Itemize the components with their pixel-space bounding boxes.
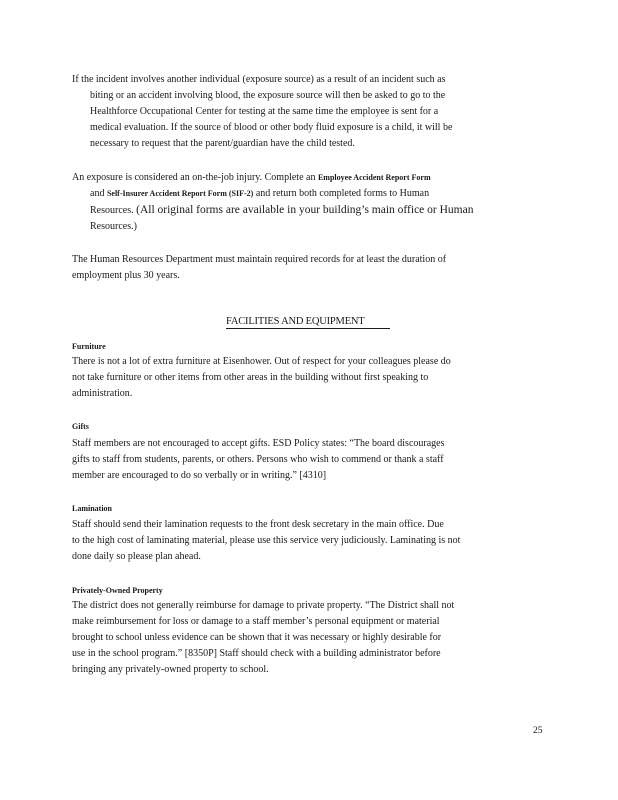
exposure-intro: An exposure is considered an on-the-job injury. Complete an — [72, 172, 316, 183]
incident-paragraph — [72, 72, 540, 152]
lamination-line-1: Staff should send their lamination requests to the front desk secretary in the main office. Due — [72, 519, 444, 530]
hr-paragraph — [72, 252, 540, 284]
property-title: Privately-Owned Property — [72, 586, 163, 595]
property-line-1: The district does not generally reimburse for damage to private property. “The District shall not — [72, 600, 455, 611]
property-line-5: bringing any privately-owned property to school. — [72, 664, 269, 675]
exposure-and: and — [90, 188, 105, 199]
lamination-body — [72, 517, 542, 565]
incident-line-4: medical evaluation. If the source of blood or other body fluid exposure is a child, it will be — [90, 122, 453, 133]
exposure-line4: Resources.) — [90, 221, 137, 232]
property-line-4: use in the school program.” [8350P] Staff should check with a building administrator before — [72, 648, 441, 659]
lamination-line-2: to the high cost of laminating material, please use this service very judiciously. Laminating is not — [72, 535, 461, 546]
property-line-3: brought to school unless evidence can be shown that it was necessary or highly desirable for — [72, 632, 442, 643]
gifts-body — [72, 436, 542, 484]
incident-line-2: biting or an accident involving blood, the exposure source will then be asked to go to the — [90, 90, 446, 101]
furniture-title: Furniture — [72, 342, 106, 351]
furniture-line-3: administration. — [72, 388, 133, 399]
incident-line-3: Healthforce Occupational Center for testing at the same time the employee is sent for a — [90, 106, 439, 117]
gifts-title: Gifts — [72, 422, 89, 431]
incident-line-5: necessary to request that the parent/guardian have the child tested. — [90, 138, 355, 149]
self-insurer-form: Self-Insurer Accident Report Form (SIF-2) — [106, 189, 254, 198]
gifts-line-1: Staff members are not encouraged to accept gifts. ESD Policy states: “The board discourages — [72, 438, 445, 449]
exposure-line3b: (All original forms are available in your building’s main office or Human — [136, 204, 474, 216]
furniture-line-1: There is not a lot of extra furniture at Eisenhower. Out of respect for your colleagues please do — [72, 356, 451, 367]
property-body — [72, 598, 542, 678]
lamination-line-3: done daily so please plan ahead. — [72, 551, 201, 562]
exposure-rest: and return both completed forms to Human — [255, 188, 430, 199]
lamination-title: Lamination — [72, 504, 113, 513]
incident-line-1: If the incident involves another individual (exposure source) as a result of an incident such as — [72, 74, 446, 85]
furniture-line-2: not take furniture or other items from other areas in the building without first speaking to — [72, 372, 429, 383]
property-line-2: make reimbursement for loss or damage to a staff member’s personal equipment or material — [72, 616, 440, 627]
exposure-paragraph — [72, 170, 540, 235]
hr-line-1: The Human Resources Department must maintain required records for at least the duration of — [72, 254, 447, 265]
gifts-line-3: member are encouraged to do so verbally or in writing.” [4310] — [72, 470, 327, 481]
furniture-body — [72, 354, 542, 402]
hr-line-2: employment plus 30 years. — [72, 270, 180, 281]
page-number: 25 — [533, 726, 543, 736]
gifts-line-2: gifts to staff from students, parents, or others. Persons who wish to commend or thank a staff — [72, 454, 444, 465]
exposure-line3a: Resources. — [90, 205, 134, 216]
employee-accident-form: Employee Accident Report Form — [317, 173, 431, 182]
section-heading: FACILITIES AND EQUIPMENT — [226, 316, 390, 329]
